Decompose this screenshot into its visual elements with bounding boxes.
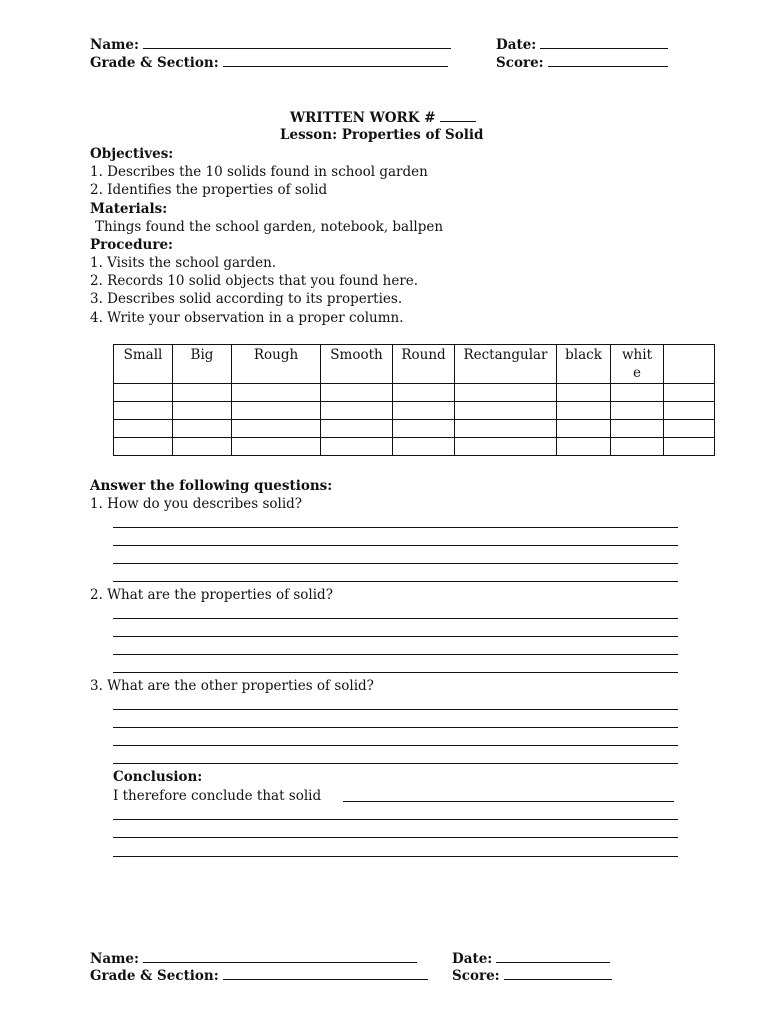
answer-line[interactable]	[113, 856, 678, 857]
answer-line[interactable]	[113, 763, 678, 764]
table-cell[interactable]	[173, 438, 232, 456]
answer-line[interactable]	[113, 745, 678, 746]
table-cell[interactable]	[393, 402, 455, 420]
answer-line[interactable]	[113, 672, 678, 673]
table-cell[interactable]	[232, 402, 321, 420]
table-cell[interactable]	[321, 384, 393, 402]
table-cell[interactable]	[664, 438, 715, 456]
score-blank[interactable]	[548, 53, 668, 67]
answer-line[interactable]	[113, 545, 678, 546]
footer-date-blank[interactable]	[496, 949, 610, 963]
table-cell[interactable]	[664, 420, 715, 438]
name-field[interactable]	[90, 35, 451, 54]
observation-table	[113, 344, 715, 456]
grade-section-label: Grade & Section:	[90, 55, 219, 71]
table-cell[interactable]	[611, 402, 664, 420]
table-cell[interactable]	[173, 384, 232, 402]
materials-text: Things found the school garden, notebook, ballpen	[95, 219, 444, 235]
score-label: Score:	[496, 55, 544, 71]
footer-grade-section-field[interactable]	[90, 966, 428, 985]
column-header	[664, 345, 715, 384]
table-cell[interactable]	[173, 420, 232, 438]
answer-line[interactable]	[113, 636, 678, 637]
table-cell[interactable]	[455, 384, 557, 402]
table-cell[interactable]	[455, 402, 557, 420]
column-header: Big	[173, 345, 232, 384]
column-header: Rough	[232, 345, 321, 384]
footer-name-label: Name:	[90, 951, 139, 967]
table-cell[interactable]	[611, 420, 664, 438]
table-cell[interactable]	[114, 384, 173, 402]
question-item: 3. What are the other properties of solid?	[90, 678, 374, 694]
footer-grade-section-label: Grade & Section:	[90, 968, 219, 984]
table-cell[interactable]	[321, 420, 393, 438]
procedure-item: 2. Records 10 solid objects that you found here.	[90, 273, 419, 289]
question-item: 1. How do you describes solid?	[90, 496, 303, 512]
grade-section-blank[interactable]	[223, 53, 448, 67]
objective-item: 1. Describes the 10 solids found in school garden	[90, 164, 428, 180]
table-cell[interactable]	[173, 402, 232, 420]
conclusion-text: I therefore conclude that solid	[113, 788, 322, 804]
date-label: Date:	[496, 37, 537, 53]
answer-line[interactable]	[113, 563, 678, 564]
table-cell[interactable]	[455, 420, 557, 438]
table-cell[interactable]	[232, 420, 321, 438]
column-header: black	[557, 345, 611, 384]
procedure-item: 3. Describes solid according to its properties.	[90, 291, 403, 307]
written-work-label: WRITTEN WORK #	[290, 110, 436, 126]
date-blank[interactable]	[540, 35, 668, 49]
answer-line[interactable]	[113, 654, 678, 655]
answer-line[interactable]	[113, 727, 678, 728]
table-cell[interactable]	[114, 438, 173, 456]
column-header: Small	[114, 345, 173, 384]
date-field[interactable]	[496, 35, 668, 54]
column-header: Smooth	[321, 345, 393, 384]
table-cell[interactable]	[114, 420, 173, 438]
score-field[interactable]	[496, 53, 668, 72]
column-header: white	[611, 345, 664, 384]
table-cell[interactable]	[557, 438, 611, 456]
column-header: Round	[393, 345, 455, 384]
lesson-title: Lesson: Properties of Solid	[280, 127, 484, 143]
table-cell[interactable]	[393, 438, 455, 456]
table-cell[interactable]	[114, 402, 173, 420]
objective-item: 2. Identifies the properties of solid	[90, 182, 328, 198]
procedure-heading: Procedure:	[90, 237, 174, 253]
procedure-item: 1. Visits the school garden.	[90, 255, 277, 271]
answer-line[interactable]	[113, 709, 678, 710]
objectives-heading: Objectives:	[90, 146, 174, 162]
table-row	[114, 438, 715, 456]
table-cell[interactable]	[455, 438, 557, 456]
column-header: Rectangular	[455, 345, 557, 384]
footer-date-label: Date:	[452, 951, 493, 967]
table-cell[interactable]	[611, 384, 664, 402]
table-cell[interactable]	[611, 438, 664, 456]
table-cell[interactable]	[393, 384, 455, 402]
table-cell[interactable]	[232, 384, 321, 402]
table-cell[interactable]	[321, 402, 393, 420]
footer-score-field[interactable]	[452, 966, 612, 985]
procedure-item: 4. Write your observation in a proper column.	[90, 310, 404, 326]
written-work-title	[290, 108, 476, 127]
table-cell[interactable]	[393, 420, 455, 438]
footer-score-blank[interactable]	[504, 966, 612, 980]
table-cell[interactable]	[321, 438, 393, 456]
table-cell[interactable]	[232, 438, 321, 456]
table-row	[114, 384, 715, 402]
name-blank[interactable]	[143, 35, 451, 49]
table-header-row	[114, 345, 715, 384]
written-work-number-blank[interactable]	[440, 108, 476, 122]
table-row	[114, 402, 715, 420]
footer-grade-section-blank[interactable]	[223, 966, 428, 980]
answer-line[interactable]	[113, 837, 678, 838]
question-item: 2. What are the properties of solid?	[90, 587, 333, 603]
table-cell[interactable]	[557, 384, 611, 402]
materials-heading: Materials:	[90, 201, 168, 217]
answer-line[interactable]	[113, 581, 678, 582]
table-cell[interactable]	[557, 420, 611, 438]
table-cell[interactable]	[664, 402, 715, 420]
conclusion-heading: Conclusion:	[113, 769, 203, 785]
conclusion-blank[interactable]	[343, 801, 674, 802]
footer-name-blank[interactable]	[143, 949, 417, 963]
table-cell[interactable]	[664, 384, 715, 402]
questions-heading: Answer the following questions:	[90, 478, 333, 494]
answer-line[interactable]	[113, 819, 678, 820]
answer-line[interactable]	[113, 618, 678, 619]
footer-score-label: Score:	[452, 968, 500, 984]
grade-section-field[interactable]	[90, 53, 448, 72]
name-label: Name:	[90, 37, 139, 53]
answer-line[interactable]	[113, 527, 678, 528]
table-row	[114, 420, 715, 438]
table-cell[interactable]	[557, 402, 611, 420]
